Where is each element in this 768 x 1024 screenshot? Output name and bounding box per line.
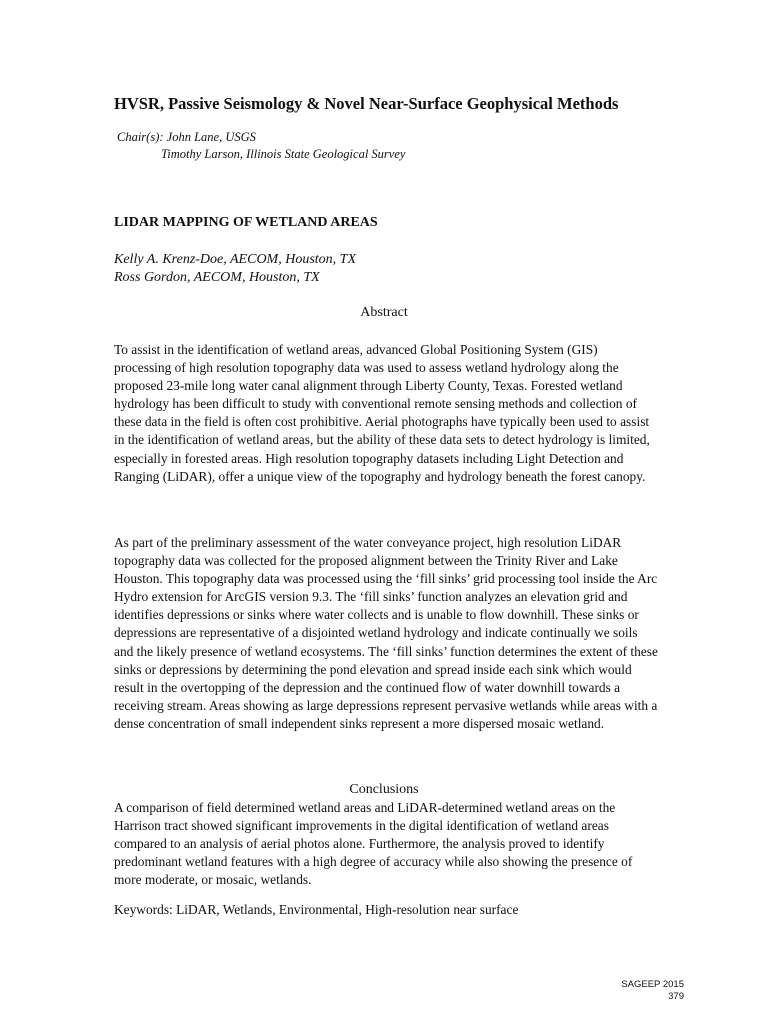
abstract-paragraph-2-text: As part of the preliminary assessment of the water conveyance project, high resolution LiDAR topography data was collected for the proposed alignment between the Trinity River and Lake Houston. This topography data was processed using the ‘fill sinks’ grid processing tool inside the Arc Hydro extension for ArcGIS version 9.3. The ‘fill sinks’ function analyzes an elevation grid and identifies depressions or sinks where water collects and is unable to flow downhill. These sinks or depressions are representative of a disjointed wetland hydrology and indicate continually we soils and the likely presence of wetland ecosystems. The ‘fill sinks’ function determines the extent of these sinks or depressions by determining the pond elevation and spread inside each sink which would result in the overtopping of the depression and the continued flow of water downhill towards a receiving stream. Areas showing as large depressions represent pervasive wetlands while areas with a dense concentration of small independent sinks represent a more dispersed mosaic wetland. xyxy=(114,535,658,731)
conclusions-heading: Conclusions xyxy=(349,782,419,797)
abstract-paragraph-1-text: To assist in the identification of wetland areas, advanced Global Positioning System (GIS) processing of high resolution topography data was used to assess wetland hydrology along the proposed 23-mile long water canal alignment through Liberty County, Texas. Forested wetland hydrology has been difficult to study with conventional remote sensing methods and collection of these data in the field is often cost prohibitive. Aerial photographs have typically been used to assist in the identification of wetland areas, but the ability of these data sets to detect hydrology is limited, especially in forested areas. High resolution topography datasets including Light Detection and Ranging (LiDAR), offer a unique view of the topography and hydrology beneath the forest canopy. xyxy=(114,342,650,484)
abstract-heading: Abstract xyxy=(360,305,408,320)
conclusions-paragraph-text: A comparison of field determined wetland areas and LiDAR-determined wetland areas on the Harrison tract showed significant improvements in the digital identification of wetland areas compared to an analysis of aerial photos alone. Furthermore, the analysis proved to identify predominant wetland features with a high degree of accuracy while also showing the presence of more moderate, or mosaic, wetlands. xyxy=(114,800,633,888)
chair-line-1: Chair(s): John Lane, USGS xyxy=(117,130,256,144)
author-2: Ross Gordon, AECOM, Houston, TX xyxy=(114,270,320,285)
page-number: 379 xyxy=(668,991,684,1002)
conclusions-paragraph xyxy=(114,799,658,889)
abstract-paragraph-1 xyxy=(114,341,658,486)
paper-title: LIDAR MAPPING OF WETLAND AREAS xyxy=(114,215,378,230)
abstract-paragraph-2 xyxy=(114,534,658,733)
keywords-line: Keywords: LiDAR, Wetlands, Environmental, High-resolution near surface xyxy=(114,902,519,917)
session-title: HVSR, Passive Seismology & Novel Near-Surface Geophysical Methods xyxy=(114,94,619,113)
author-1: Kelly A. Krenz-Doe, AECOM, Houston, TX xyxy=(114,252,357,267)
author-list xyxy=(114,251,356,287)
session-chairs xyxy=(117,129,405,163)
chair-line-2: Timothy Larson, Illinois State Geological Survey xyxy=(161,147,406,161)
page-footer xyxy=(621,979,684,1003)
conference-name: SAGEEP 2015 xyxy=(621,979,684,990)
